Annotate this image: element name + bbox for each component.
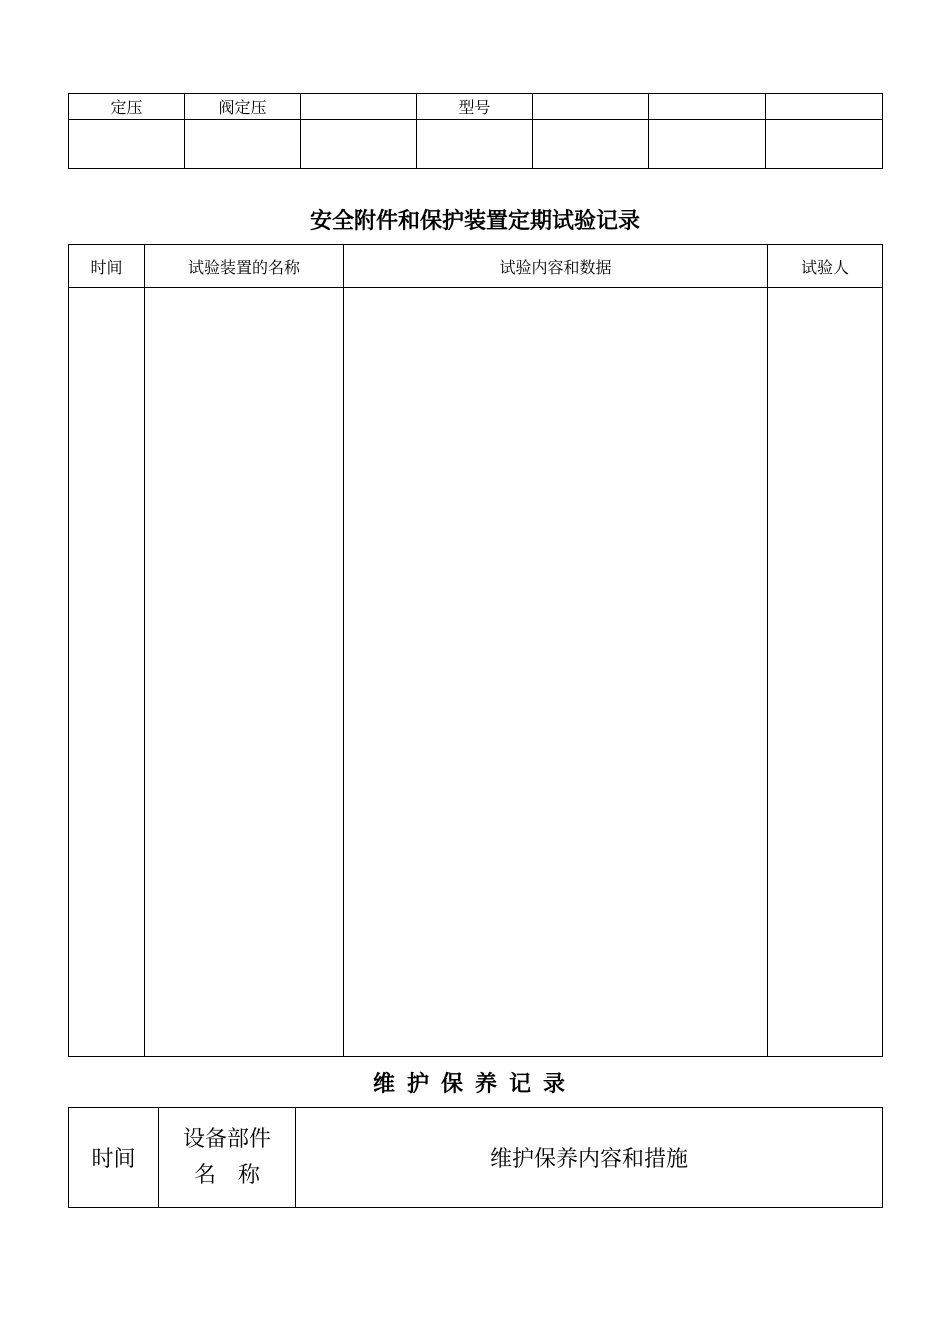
test-record-title: 安全附件和保护装置定期试验记录 <box>309 208 640 234</box>
header-cell-time: 时间 <box>69 245 145 288</box>
empty-cell <box>417 120 533 169</box>
header-cell-blank <box>533 94 649 120</box>
header-cell-time: 时间 <box>69 1108 159 1208</box>
header-cell-set-pressure: 定压 <box>69 94 185 120</box>
header-cell-device-name: 试验装置的名称 <box>145 245 344 288</box>
empty-cell <box>69 288 145 1057</box>
header-cell-blank <box>301 94 417 120</box>
part-name-line1: 设备部件 <box>182 1126 271 1152</box>
part-name-line2: 名 称 <box>193 1162 260 1188</box>
header-cell-blank <box>766 94 883 120</box>
maintenance-table <box>68 1107 883 1208</box>
valve-info-table <box>68 93 883 169</box>
empty-cell <box>768 288 883 1057</box>
header-cell-maintenance-content: 维护保养内容和措施 <box>296 1108 883 1208</box>
test-record-table <box>68 244 883 1057</box>
empty-cell <box>344 288 768 1057</box>
empty-cell <box>185 120 301 169</box>
header-cell-tester: 试验人 <box>768 245 883 288</box>
empty-cell <box>69 120 185 169</box>
empty-cell <box>766 120 883 169</box>
header-cell-valve-set-pressure: 阀定压 <box>185 94 301 120</box>
header-cell-blank <box>649 94 766 120</box>
maintenance-title: 维护保养记录 <box>372 1071 577 1097</box>
header-cell-content-data: 试验内容和数据 <box>344 245 768 288</box>
header-cell-part-name <box>159 1108 296 1208</box>
header-cell-model: 型号 <box>417 94 533 120</box>
empty-cell <box>301 120 417 169</box>
empty-cell <box>533 120 649 169</box>
empty-cell <box>145 288 344 1057</box>
empty-cell <box>649 120 766 169</box>
